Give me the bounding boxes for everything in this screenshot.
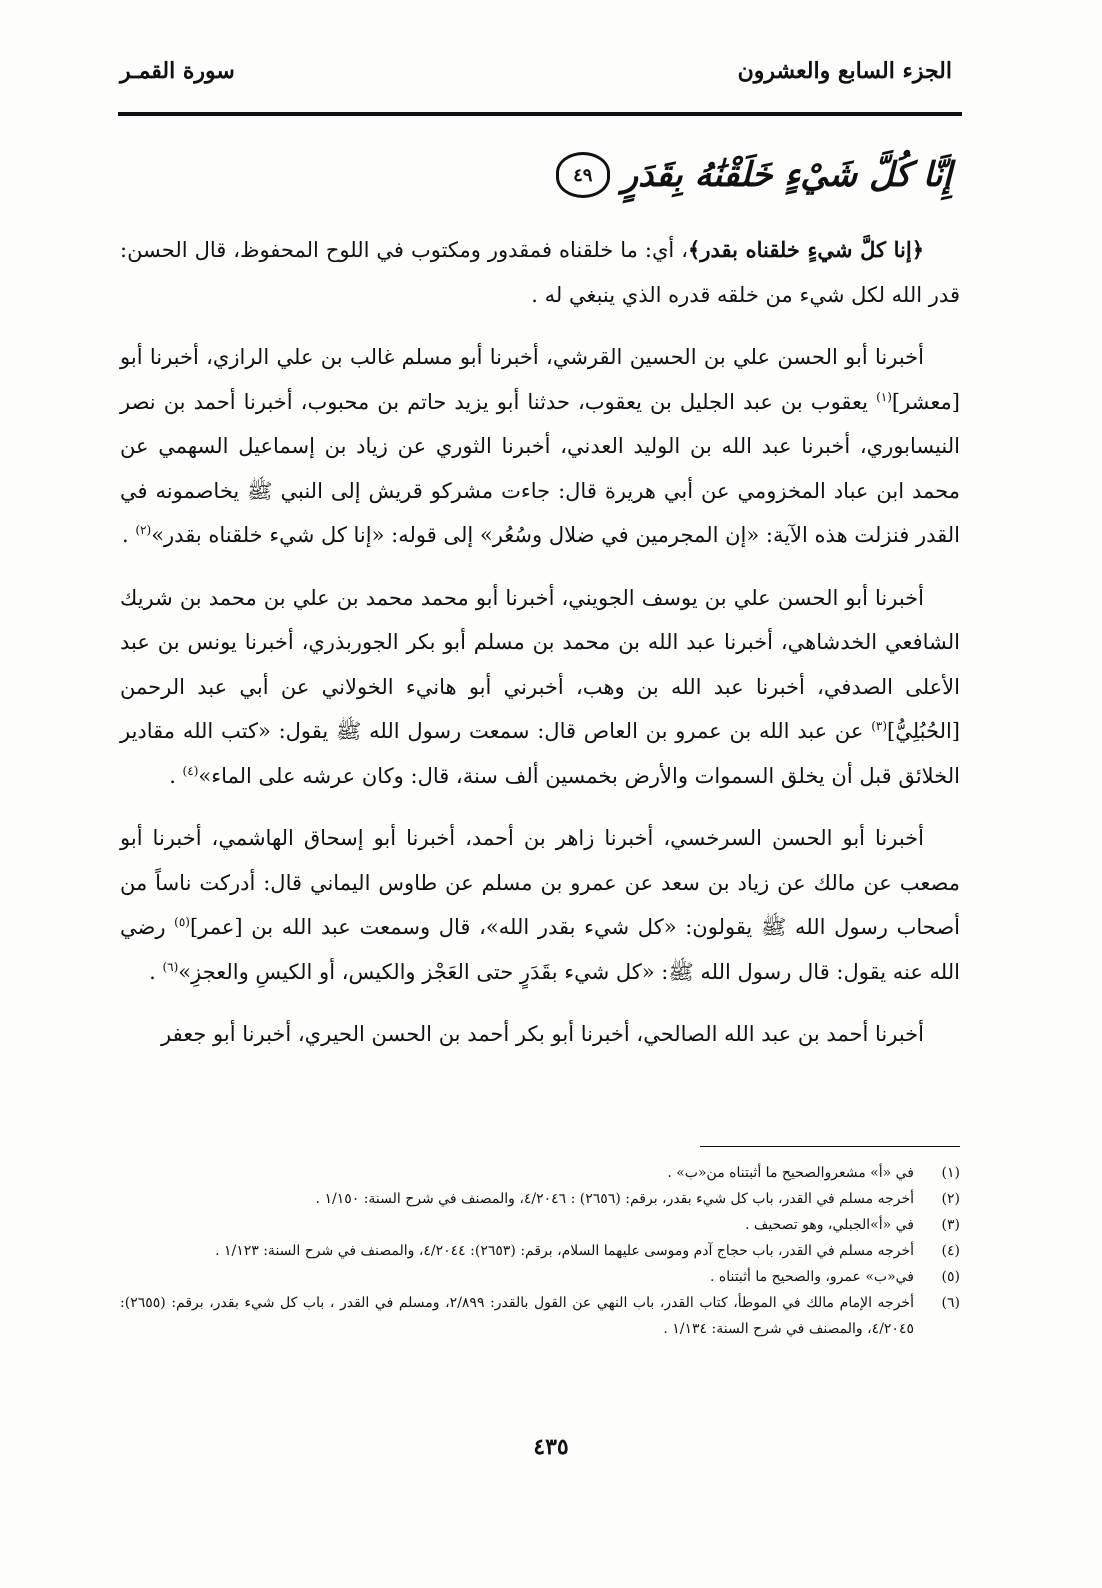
paragraph-1 xyxy=(120,228,960,317)
footnote-text: أخرجه مسلم في القدر، باب كل شيء بقدر، برقم: (٢٦٥٦) : ٤/٢٠٤٦، والمصنف في شرح السنة: ١/١٥٠ . xyxy=(315,1191,914,1207)
footnote-text: أخرجه مسلم في القدر، باب حجاج آدم وموسى عليهما السلام، برقم: (٢٦٥٣): ٤/٢٠٤٤، والمصنف في شرح السنة: ١/١٢٣ . xyxy=(215,1243,914,1259)
paragraph-2-text-a: أخبرنا أبو الحسن علي بن الحسين القرشي، أخبرنا أبو مسلم غالب بن علي الرازي، أخبرنا أبو [معشر] xyxy=(120,345,960,414)
paragraph-2-text-b: يعقوب بن عبد الجليل بن يعقوب، حدثنا أبو يزيد حاتم بن محبوب، أخبرنا أحمد بن نصر النيسابوري، أخبرنا عبد الله بن الوليد العدني، أخبرنا الثوري عن زياد بن إسماعيل السهمي عن محمد ابن عباد المخزومي عن أبي هريرة قال: جاءت مشركو قريش إلى النبي ﷺ يخاصمونه في القدر فنزلت هذه الآية: «إن المجرمين في ضلال وسُعُر» إلى قوله: «إنا كل شيء خلقناه بقدر» xyxy=(120,389,960,547)
footnote xyxy=(120,1290,960,1342)
footnote xyxy=(120,1186,960,1212)
footnote-ref-5: (٥) xyxy=(174,915,190,929)
verse-quote: ﴿إنا كلَّ شيءٍ خلقناه بقدر﴾ xyxy=(688,237,924,262)
footnote-text: في «أ» مشعروالصحيح ما أثبتناه من«ب» . xyxy=(667,1165,914,1181)
footnote-number: (١) xyxy=(941,1165,960,1181)
header-part-title: الجزء السابع والعشرون xyxy=(737,58,952,84)
paragraph-3-text-c: . xyxy=(169,763,183,788)
footnote xyxy=(120,1264,960,1290)
paragraph-3 xyxy=(120,576,960,799)
paragraph-3-text-b: عن عبد الله بن عمرو بن العاص قال: سمعت رسول الله ﷺ يقول: «كتب الله مقادير الخلائق قبل أن يخلق السموات والأرض بخمسين ألف سنة، قال: وكان عرشه على الماء» xyxy=(120,719,960,788)
paragraph-4-text-b: رضي الله عنه يقول: قال رسول الله ﷺ: «كل شيء بقَدَرٍ حتى العَجْز والكيس، أو الكيسِ والعجزِ» xyxy=(120,915,960,984)
body-text xyxy=(120,228,960,1057)
verse-text: إِنَّا كُلَّ شَيْءٍ خَلَقْنَٰهُ بِقَدَرٍ xyxy=(621,155,952,195)
paragraph-2 xyxy=(120,335,960,558)
header-surah-title: سورة القمـر xyxy=(120,58,235,84)
paragraph-4-text-a: أخبرنا أبو الحسن السرخسي، أخبرنا زاهر بن أحمد، أخبرنا أبو إسحاق الهاشمي، أخبرنا أبو مصعب عن مالك عن زياد بن سعد عن عمرو بن مسلم عن طاوس اليماني قال: أدركت ناساً من أصحاب رسول الله ﷺ يقولون: «كل شيء بقدر الله»، قال وسمعت عبد الله بن [عمر] xyxy=(120,826,960,939)
footnote-rule xyxy=(700,1146,960,1147)
footnote-text: أخرجه الإمام مالك في الموطأ، كتاب القدر، باب النهي عن القول بالقدر: ٢/٨٩٩، ومسلم في القدر ، باب كل شيء بقدر، برقم: (٢٦٥٥): ٤/٢٠٤٥، والمصنف في شرح السنة: ١/١٣٤ . xyxy=(120,1295,914,1337)
footnote-ref-2: (٢) xyxy=(135,523,152,537)
footnote-ref-1: (١) xyxy=(876,389,892,404)
footnote-number: (٥) xyxy=(941,1269,960,1285)
paragraph-1-text: ، أي: ما خلقناه فمقدور ومكتوب في اللوح المحفوظ، قال الحسن: قدر الله لكل شيء من خلقه قدره الذي ينبغي له . xyxy=(120,238,960,307)
footnote-ref-6: (٦) xyxy=(162,959,179,974)
footnote-number: (٦) xyxy=(941,1295,960,1311)
header-rule xyxy=(118,112,962,116)
footnotes xyxy=(120,1160,960,1342)
paragraph-4 xyxy=(120,816,960,994)
footnote xyxy=(120,1238,960,1264)
page-number: ٤٣٥ xyxy=(533,1434,569,1460)
ayah-number-marker xyxy=(556,152,610,198)
paragraph-4-text-c: . xyxy=(149,959,163,984)
footnote-number: (٣) xyxy=(941,1217,960,1233)
paragraph-2-text-c: . xyxy=(122,523,136,547)
footnote-ref-4: (٤) xyxy=(182,763,199,778)
footnote xyxy=(120,1160,960,1186)
quran-verse xyxy=(573,140,952,210)
ayah-number: ٤٩ xyxy=(573,164,593,186)
footnote-text: في«ب» عمرو، والصحيح ما أثبتناه . xyxy=(709,1269,914,1285)
footnote-number: (٢) xyxy=(941,1191,960,1207)
footnote xyxy=(120,1212,960,1238)
footnote-number: (٤) xyxy=(941,1243,960,1259)
paragraph-3-text-a: أخبرنا أبو الحسن علي بن يوسف الجويني، أخبرنا أبو محمد محمد بن علي بن محمد بن شريك الشافعي الخدشاهي، أخبرنا عبد الله بن محمد بن مسلم أبو بكر الجوربذري، أخبرنا يونس بن عبد الأعلى الصدفي، أخبرنا عبد الله بن وهب، أخبرني أبو هانيء الخولاني عن أبي عبد الرحمن [الحُبُلِيُّ] xyxy=(120,585,960,743)
footnote-text: في «أ»الجبلي، وهو تصحيف . xyxy=(744,1217,914,1233)
paragraph-5: أخبرنا أحمد بن عبد الله الصالحي، أخبرنا أبو بكر أحمد بن الحسن الحيري، أخبرنا أبو جعفر xyxy=(161,1022,924,1046)
running-header xyxy=(120,58,952,98)
footnote-ref-3: (٣) xyxy=(871,719,888,733)
